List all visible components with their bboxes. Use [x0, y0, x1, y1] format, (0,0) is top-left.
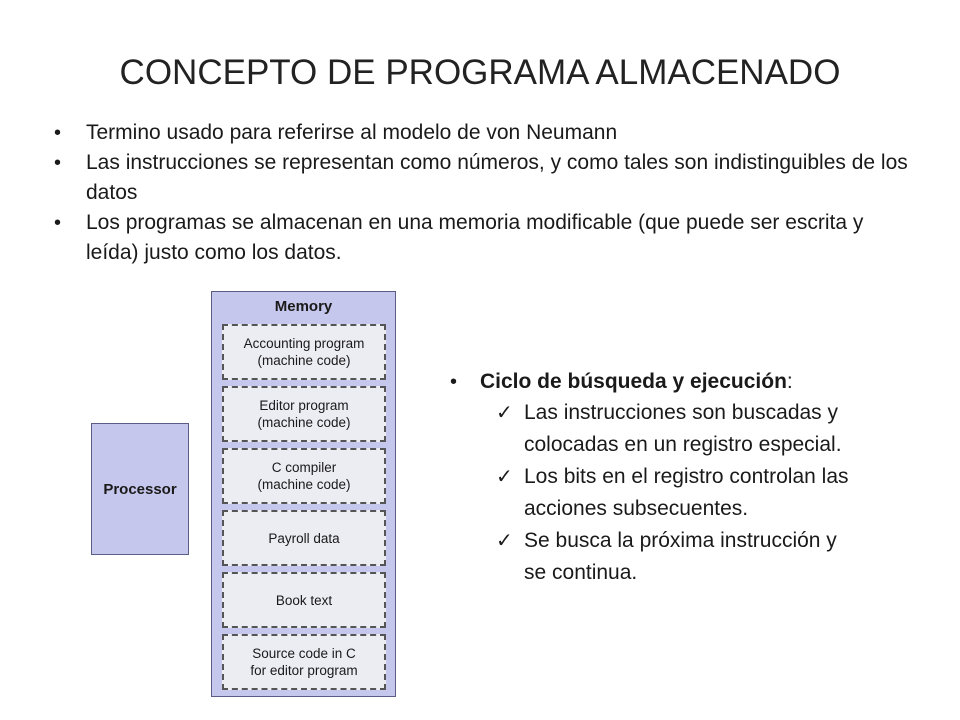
memory-block-payroll: Payroll data [222, 510, 386, 566]
check-text: Se busca la próxima instrucción y se continua. [524, 529, 837, 584]
memory-block-editor: Editor program (machine code) [222, 386, 386, 442]
cycle-heading-text: Ciclo de búsqueda y ejecución [480, 370, 787, 393]
check-text: Los bits en el registro controlan las acciones subsecuentes. [524, 465, 849, 520]
bullet-item [50, 148, 920, 208]
processor-box [91, 423, 189, 555]
bullet-dot-icon: • [450, 371, 458, 393]
memory-box [211, 291, 396, 697]
check-text: Las instrucciones son buscadas y colocadas en un registro especial. [524, 401, 842, 456]
bullet-dot-icon: • [54, 122, 62, 144]
bullet-list [50, 118, 920, 268]
bullet-text: Termino usado para referirse al modelo de von Neumann [86, 121, 618, 144]
memory-block-book: Book text [222, 572, 386, 628]
checkmark-icon: ✓ [496, 530, 513, 552]
memory-block-compiler: C compiler (machine code) [222, 448, 386, 504]
check-item [450, 397, 859, 461]
memory-block-source: Source code in C for editor program [222, 634, 386, 690]
bullet-dot-icon: • [54, 212, 62, 234]
bullet-item [50, 118, 920, 148]
checkmark-icon: ✓ [496, 466, 513, 488]
cycle-section [450, 367, 920, 589]
processor-label: Processor [103, 480, 177, 498]
bullet-text: Los programas se almacenan en una memoria modificable (que puede ser escrita y leída) justo como los datos. [86, 211, 864, 264]
cycle-heading-colon: : [786, 370, 793, 393]
checkmark-icon: ✓ [496, 402, 513, 424]
bullet-text: Las instrucciones se representan como números, y como tales son indistinguibles de los datos [86, 151, 908, 204]
check-item [450, 461, 859, 525]
memory-block-accounting: Accounting program (machine code) [222, 324, 386, 380]
bullet-dot-icon: • [54, 152, 62, 174]
bullet-item [50, 208, 920, 268]
cycle-heading [450, 367, 920, 397]
memory-label: Memory [274, 298, 333, 315]
check-item [450, 525, 859, 589]
slide-title: CONCEPTO DE PROGRAMA ALMACENADO [119, 53, 841, 92]
